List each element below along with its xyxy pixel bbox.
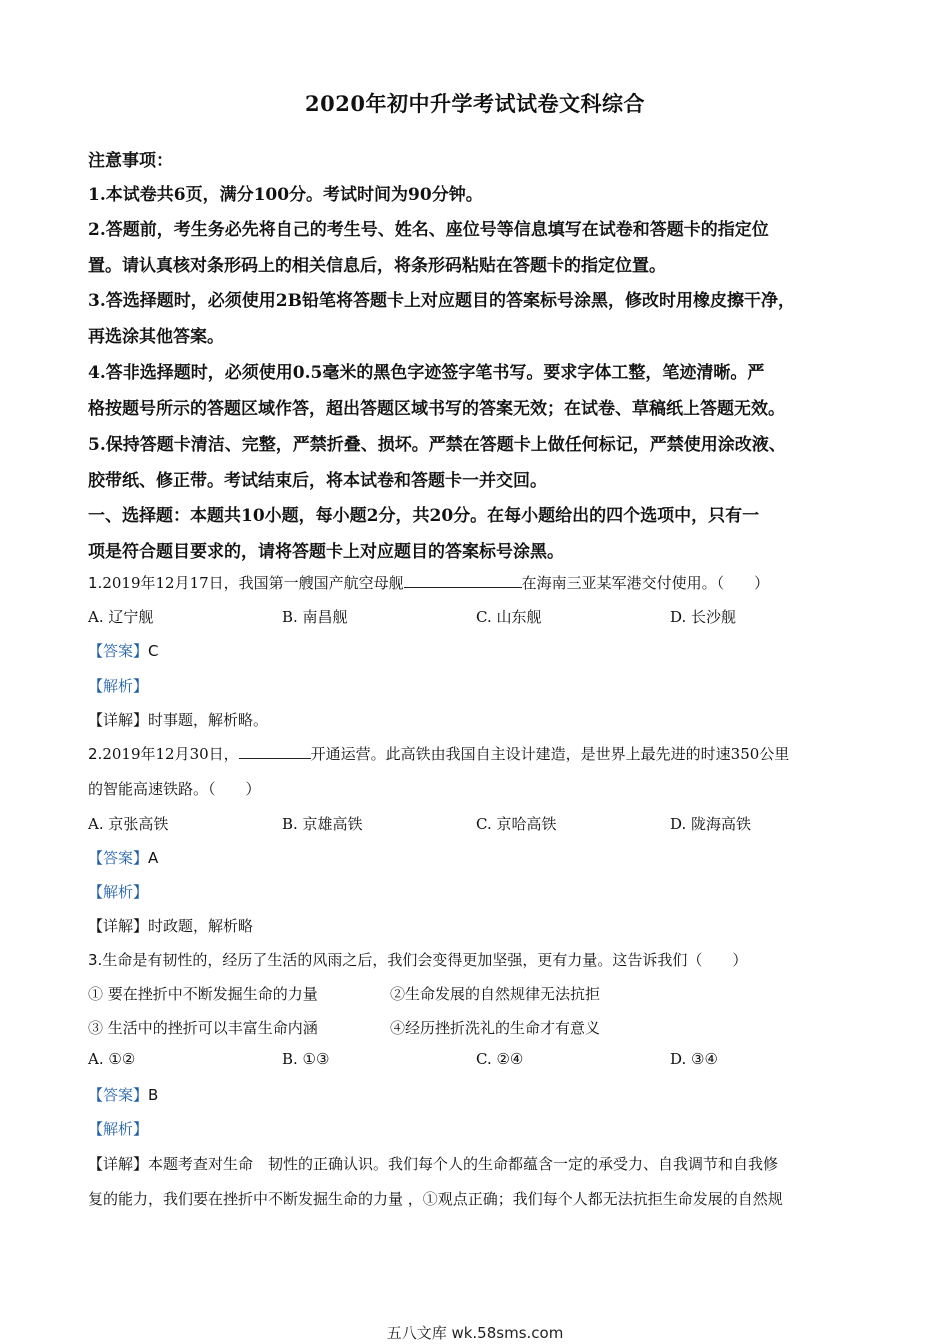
question-1-option-d: D. 长沙舰: [670, 608, 737, 626]
question-2-stem: [88, 743, 789, 764]
notice-line-8: 5.保持答题卡清洁、完整，严禁折叠、损坏。严禁在答题卡上做任何标记，严禁使用涂改液、: [88, 435, 786, 455]
notice-line-9: 胶带纸、修正带。考试结束后，将本试卷和答题卡一并交回。: [88, 471, 547, 491]
question-1-detail-text: 时事题，解析略。: [148, 711, 269, 729]
question-2-option-d: D. 陇海高铁: [670, 815, 752, 833]
question-3-statement-3: ③ 生活中的挫折可以丰富生命内涵: [88, 1019, 318, 1037]
question-3-option-a: A. ①②: [88, 1050, 136, 1068]
question-2-number: 2.: [88, 745, 103, 763]
notice-line-4: 3.答选择题时，必须使用2B铅笔将答题卡上对应题目的答案标号涂黑，修改时用橡皮擦干净，: [88, 291, 795, 311]
analysis-label: 【解析】: [88, 883, 149, 901]
question-3-answer-value: B: [148, 1086, 159, 1104]
question-2-detail: [88, 915, 253, 936]
question-3-statement-1: ① 要在挫折中不断发掘生命的力量: [88, 985, 318, 1003]
section-heading-line-1: 一、选择题：本题共10小题，每小题2分，共20分。在每小题给出的四个选项中，只有一: [88, 506, 760, 526]
question-3-stem-text: 生命是有韧性的，经历了生活的风雨之后，我们会变得更加坚强，更有力量。这告诉我们（ ）: [102, 951, 748, 969]
question-2-answer: [88, 847, 158, 868]
question-1-answer-value: C: [148, 642, 159, 660]
notice-line-1: 1.本试卷共6页，满分100分。考试时间为90分钟。: [88, 185, 483, 205]
page-title: 2020年初中升学考试试卷文科综合: [305, 91, 645, 116]
notice-line-7: 格按题号所示的答题区域作答，超出答题区域书写的答案无效；在试卷、草稿纸上答题无效。: [88, 399, 785, 419]
question-1-blank: [404, 573, 522, 588]
question-2-stem-before: 2019年12月30日，: [102, 745, 239, 763]
question-1-analysis: [88, 675, 148, 696]
section-heading-line-2: 项是符合题目要求的，请将答题卡上对应题目的答案标号涂黑。: [88, 542, 564, 562]
question-2-stem-line-2: 的智能高速铁路。（ ）: [88, 780, 261, 798]
question-3-statement-2: ②生命发展的自然规律无法抗拒: [390, 985, 601, 1003]
question-3-number: 3.: [88, 951, 103, 969]
detail-label: 【详解】: [88, 711, 149, 729]
analysis-label: 【解析】: [88, 677, 149, 695]
question-2-blank: [239, 744, 311, 759]
question-2-option-c: C. 京哈高铁: [476, 815, 557, 833]
question-1-stem-after: 在海南三亚某军港交付使用。（ ）: [521, 574, 770, 592]
question-1-stem-before: 2019年12月17日，我国第一艘国产航空母舰: [102, 574, 404, 592]
notice-line-5: 再选涂其他答案。: [88, 327, 224, 347]
analysis-label: 【解析】: [88, 1120, 149, 1138]
answer-label: 【答案】: [88, 642, 149, 660]
question-1-answer: [88, 640, 159, 661]
question-2-analysis: [88, 881, 148, 902]
detail-label: 【详解】: [88, 1155, 149, 1173]
question-2-stem-after: 开通运营。此高铁由我国自主设计建造，是世界上最先进的时速350公里: [310, 745, 790, 763]
notice-line-3: 置。请认真核对条形码上的相关信息后，将条形码粘贴在答题卡的指定位置。: [88, 256, 666, 276]
answer-label: 【答案】: [88, 1086, 149, 1104]
question-1-option-b: B. 南昌舰: [282, 608, 348, 626]
notice-heading: 注意事项：: [88, 151, 173, 171]
notice-line-6: 4.答非选择题时，必须使用0.5毫米的黑色字迹签字笔书写。要求字体工整，笔迹清晰。严: [88, 363, 765, 383]
answer-label: 【答案】: [88, 849, 149, 867]
question-1-option-c: C. 山东舰: [476, 608, 542, 626]
question-3-statement-4: ④经历挫折洗礼的生命才有意义: [390, 1019, 601, 1037]
question-3-option-c: C. ②④: [476, 1050, 524, 1068]
question-3-analysis: [88, 1118, 148, 1139]
question-1-stem: [88, 572, 769, 593]
detail-label: 【详解】: [88, 917, 149, 935]
question-3-detail-line-2: 复的能力，我们要在挫折中不断发掘生命的力量 ，①观点正确；我们每个人都无法抗拒生命发展的自然规: [88, 1190, 783, 1208]
question-3-stem: [88, 949, 747, 970]
question-3-option-b: B. ①③: [282, 1050, 330, 1068]
question-3-option-d: D. ③④: [670, 1050, 718, 1068]
question-3-detail-text-1: 本题考查对生命 韧性的正确认识。我们每个人的生命都蕴含一定的承受力、自我调节和自我修: [148, 1155, 779, 1173]
footer-watermark: 五八文库 wk.58sms.com: [386, 1324, 564, 1342]
question-2-answer-value: A: [148, 849, 159, 867]
question-3-answer: [88, 1084, 158, 1105]
question-2-option-b: B. 京雄高铁: [282, 815, 363, 833]
question-2-detail-text: 时政题，解析略: [148, 917, 254, 935]
question-2-option-a: A. 京张高铁: [88, 815, 169, 833]
question-3-detail-line-1: [88, 1153, 778, 1174]
question-1-detail: [88, 709, 268, 730]
question-1-number: 1.: [88, 574, 103, 592]
question-1-option-a: A. 辽宁舰: [88, 608, 154, 626]
notice-line-2: 2.答题前，考生务必先将自己的考生号、姓名、座位号等信息填写在试卷和答题卡的指定位: [88, 220, 769, 240]
